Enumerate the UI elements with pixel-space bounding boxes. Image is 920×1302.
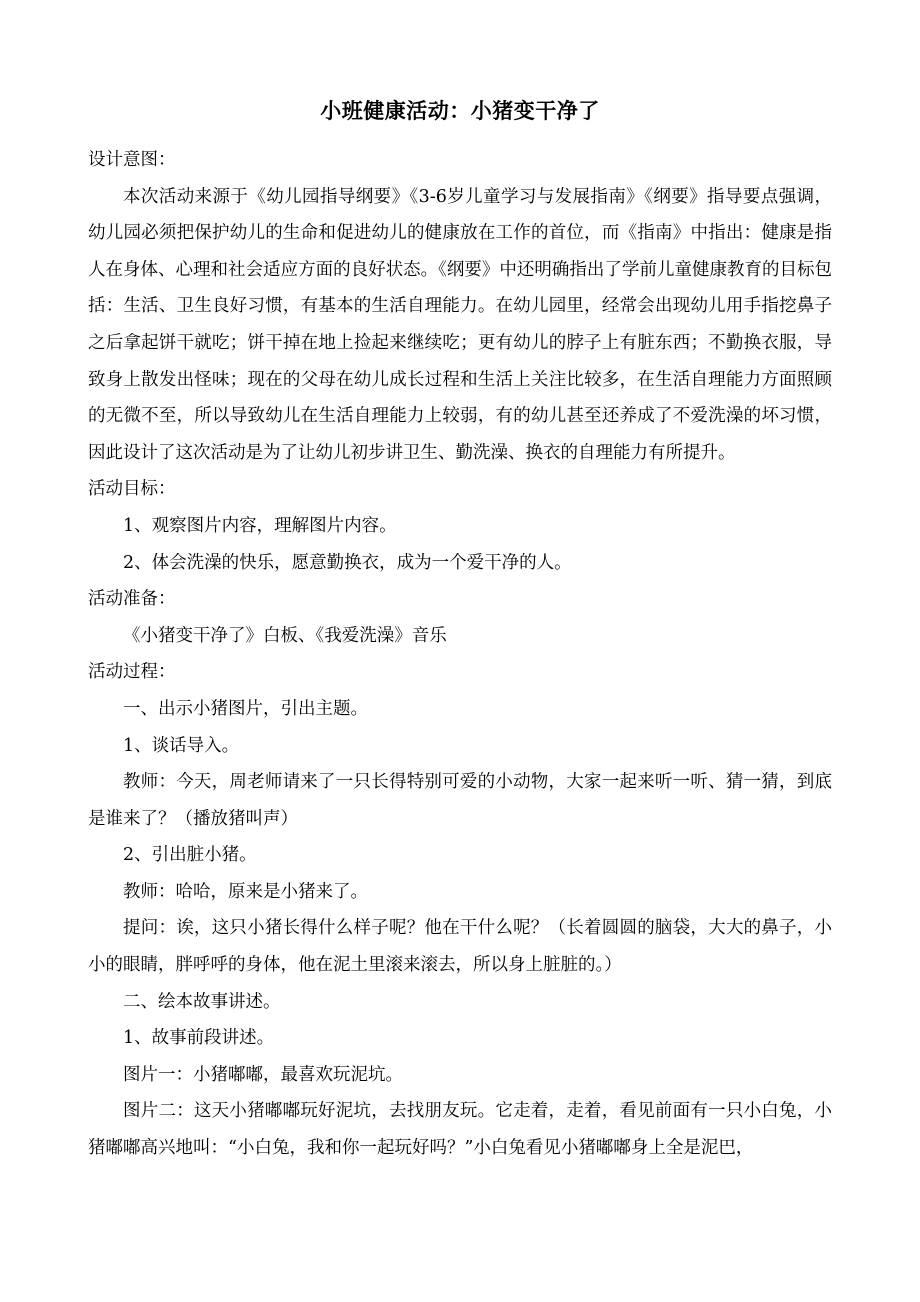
process-step-1-2: 2、引出脏小猪。 xyxy=(123,845,257,866)
process-step-2-1: 1、故事前段讲述。 xyxy=(123,1028,275,1049)
design-intent-heading: 设计意图： xyxy=(88,150,176,170)
goal-item-1: 1、观察图片内容，理解图片内容。 xyxy=(123,515,397,536)
process-heading: 活动过程： xyxy=(88,662,176,683)
preparation-heading: 活动准备： xyxy=(88,589,176,610)
document-body xyxy=(88,142,832,1167)
goals-heading: 活动目标： xyxy=(88,479,176,500)
page-title: 小班健康活动：小猪变干净了 xyxy=(320,99,600,123)
question-paragraph: 提问：诶，这只小猪长得什么样子呢？他在干什么呢？（长着圆圆的脑袋，大大的鼻子，小小的眼睛，胖呼呼的身体，他在泥土里滚来滚去，所以身上脏脏的。） xyxy=(88,918,832,976)
design-intent-paragraph: 本次活动来源于《幼儿园指导纲要》《3-6岁儿童学习与发展指南》《纲要》指导要点强调，幼儿园必须把保护幼儿的生命和促进幼儿的健康放在工作的首位，而《指南》中指出：健康是指人在身体、心理和社会适应方面的良好状态。《纲要》中还明确指出了学前儿童健康教育的目标包括：生活、卫生良好习惯，有基本的生活自理能力。在幼儿园里，经常会出现幼儿用手指挖鼻子之后拿起饼干就吃；饼干掉在地上捡起来继续吃；更有幼儿的脖子上有脏东西；不勤换衣服，导致身上散发出怪味；现在的父母在幼儿成长过程和生活上关注比较多，在生活自理能力方面照顾的无微不至，所以导致幼儿在生活自理能力上较弱，有的幼儿甚至还养成了不爱洗澡的坏习惯，因此设计了这次活动是为了让幼儿初步讲卫生、勤洗澡、换衣的自理能力有所提升。 xyxy=(88,186,832,463)
teacher-dialogue-1: 教师：今天，周老师请来了一只长得特别可爱的小动物，大家一起来听一听、猜一猜，到底是谁来了？（播放猪叫声） xyxy=(88,772,832,829)
process-step-1-1: 1、谈话导入。 xyxy=(123,735,240,756)
story-picture-1: 图片一：小猪嘟嘟，最喜欢玩泥坑。 xyxy=(123,1064,403,1085)
process-step-1: 一、出示小猪图片，引出主题。 xyxy=(123,698,368,719)
process-step-2: 二、绘本故事讲述。 xyxy=(123,991,281,1012)
teacher-dialogue-2: 教师：哈哈，原来是小猪来了。 xyxy=(123,881,368,902)
story-picture-2: 图片二：这天小猪嘟嘟玩好泥坑，去找朋友玩。它走着，走着，看见前面有一只小白兔，小猪嘟嘟高兴地叫：“小白兔，我和你一起玩好吗？”小白兔看见小猪嘟嘟身上全是泥巴， xyxy=(88,1101,832,1159)
preparation-text: 《小猪变干净了》白板、《我爱洗澡》音乐 xyxy=(123,625,447,646)
goal-item-2: 2、体会洗澡的快乐，愿意勤换衣，成为一个爱干净的人。 xyxy=(123,552,572,573)
